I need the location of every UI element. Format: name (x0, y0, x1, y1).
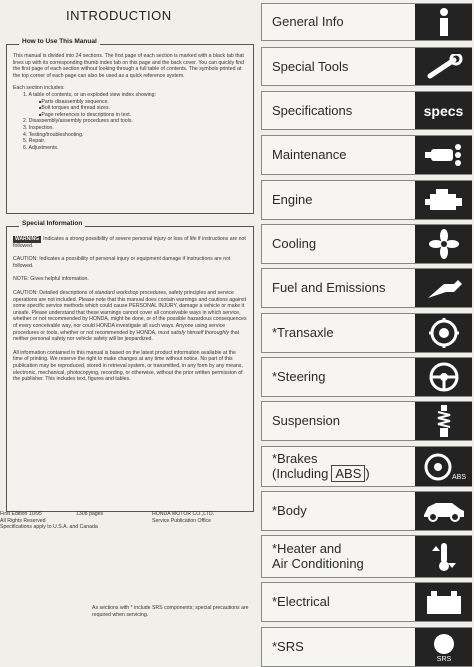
tab-electrical[interactable] (261, 582, 472, 622)
specs-icon: specs (415, 92, 472, 129)
tab-label: Specifications (272, 103, 353, 118)
copyright-paragraph: All information contained in this manual is based on the latest product information available at the time of printing. We reserve the right to make changes at any time without notice. No part of this publication may be reproduced, stored in retrieval system, or transmitted, in any form by any means, electronic, mechanical, photocopying, recording, or otherwise, without the prior written permission of the publisher. This includes text, figures and tables. (13, 349, 243, 383)
list-item: ■ Bolt torques and thread sizes. (39, 105, 247, 112)
rights-text: All Rights Reserved (0, 517, 46, 524)
how-to-use-box (6, 38, 254, 214)
section-includes-label: Each section includes: (13, 85, 65, 92)
tab-maintenance[interactable] (261, 135, 472, 175)
tab-label: Fuel and Emissions (272, 280, 386, 295)
list-item: 2. Disassembly/assembly procedures and tools. (23, 118, 133, 125)
list-item: 1. A table of contents, or an exploded view index showing: (23, 91, 156, 98)
edition-text: First Edition 10/95 (0, 511, 42, 517)
tab-label: Special Tools (272, 59, 349, 74)
special-information-title: Special Information (19, 220, 85, 227)
fuel-nozzle-icon (415, 269, 472, 307)
tab-general-info[interactable] (261, 3, 472, 41)
steering-wheel-icon (415, 358, 472, 396)
tab-label: *Transaxle (272, 325, 334, 340)
tab-special-tools[interactable] (261, 47, 472, 86)
sub-list (23, 99, 247, 119)
list-item: ■ Page references to descriptions in text. (39, 112, 247, 119)
tab-cooling[interactable] (261, 224, 472, 264)
wrench-icon (415, 48, 472, 85)
tab-label: *Body (272, 503, 307, 518)
tab-srs[interactable] (261, 627, 472, 667)
shock-absorber-icon (415, 402, 472, 440)
abs-badge: ABS (331, 465, 365, 482)
battery-icon (415, 583, 472, 621)
tab-label: *Electrical (272, 594, 330, 609)
spec-text: Specifications apply to U.S.A. and Canada (0, 524, 98, 531)
list-item: 3. Inspection. (23, 124, 54, 131)
tab-suspension[interactable] (261, 401, 472, 441)
page-title: INTRODUCTION (66, 8, 172, 23)
tab-transaxle[interactable] (261, 313, 472, 353)
car-body-icon (415, 492, 472, 530)
tab-engine[interactable] (261, 180, 472, 220)
tab-label: *Brakes (Including ABS ) (272, 451, 370, 481)
section-includes-list (13, 92, 247, 151)
list-item: 6. Adjustments. (23, 144, 59, 151)
office-name: Service Publication Office (152, 517, 212, 524)
transaxle-icon (415, 314, 472, 352)
thermometer-icon (415, 536, 472, 577)
tab-label: *Steering (272, 369, 326, 384)
tab-fuel-and-emissions[interactable] (261, 268, 472, 308)
tab-label: *SRS (272, 639, 304, 654)
caution-detail-paragraph: CAUTION: Detailed descriptions of standard workshop procedures, safety principles and service operations are not included. Please note that this manual does contain warnings and cautions against some specific service methods which could cause PERSONAL INJURY, damage a vehicle or make it unsafe. Please understand that these warnings cannot cover all conceivable ways in which service, whether or not recommended by HONDA, might be done, or of the possible hazardous consequences of every conceivable way, nor could HONDA investigate all such ways. Anyone using service procedures or tools, whether or not recommended by HONDA, must satisfy himself thoroughly that neither personal safety nor vehicle safety will be jeopardized. (13, 289, 247, 343)
tab-specifications[interactable] (261, 91, 472, 130)
special-information-box (6, 220, 254, 512)
tab-body[interactable] (261, 491, 472, 531)
list-item: ■ Parts disassembly sequence. (39, 99, 247, 106)
tab-label: Cooling (272, 236, 317, 251)
maintenance-icon (415, 136, 472, 174)
how-to-use-paragraph: This manual is divided into 24 sections. The first page of each section is marked with a black tab that lines up with its corresponding thumb index tab on this page and the back cover. You can quickly find the first page of each section without looking through a full table of contents. The symbols printed at the top corner of each page can also be used as a quick reference system. (13, 53, 244, 79)
note-paragraph: NOTE: Gives helpful information. (13, 276, 89, 283)
company-name: HONDA MOTOR CO.,LTD. (152, 511, 215, 517)
how-to-use-body (13, 53, 247, 151)
publisher-info (152, 511, 252, 524)
srs-icon-label: SRS (436, 656, 451, 662)
info-icon (415, 4, 472, 40)
warning-tag: WARNING (15, 236, 40, 242)
edition-info (0, 511, 140, 531)
srs-icon (415, 628, 472, 666)
srs-note: As sections with * include SRS components; special precautions are required when servicing. (92, 605, 249, 618)
fan-icon (415, 225, 472, 263)
tab-brakes[interactable] (261, 446, 472, 487)
tab-label: Maintenance (272, 147, 347, 162)
tab-label: General Info (272, 14, 344, 29)
special-information-body (13, 236, 247, 383)
tab-label: Suspension (272, 413, 340, 428)
page-count: 1308 pages (76, 511, 104, 517)
brake-abs-label: ABS (451, 473, 466, 481)
tab-label: Engine (272, 192, 313, 207)
engine-icon (415, 181, 472, 219)
warning-paragraph: WARNING Indicates a strong possibility of severe personal injury or loss of life if instructions are not followed. (13, 236, 246, 249)
tab-heater-and-air-conditioning[interactable] (261, 535, 472, 578)
tab-label: *Heater and Air Conditioning (272, 541, 364, 571)
brake-disc-icon (415, 447, 472, 486)
tab-steering[interactable] (261, 357, 472, 397)
how-to-use-title: How to Use This Manual (19, 38, 100, 45)
list-item: 5. Repair. (23, 138, 46, 145)
caution-paragraph: CAUTION: Indicates a possibility of personal injury or equipment damage if instructions are not followed. (13, 256, 231, 269)
list-item: 4. Testing/troubleshooting. (23, 131, 84, 138)
